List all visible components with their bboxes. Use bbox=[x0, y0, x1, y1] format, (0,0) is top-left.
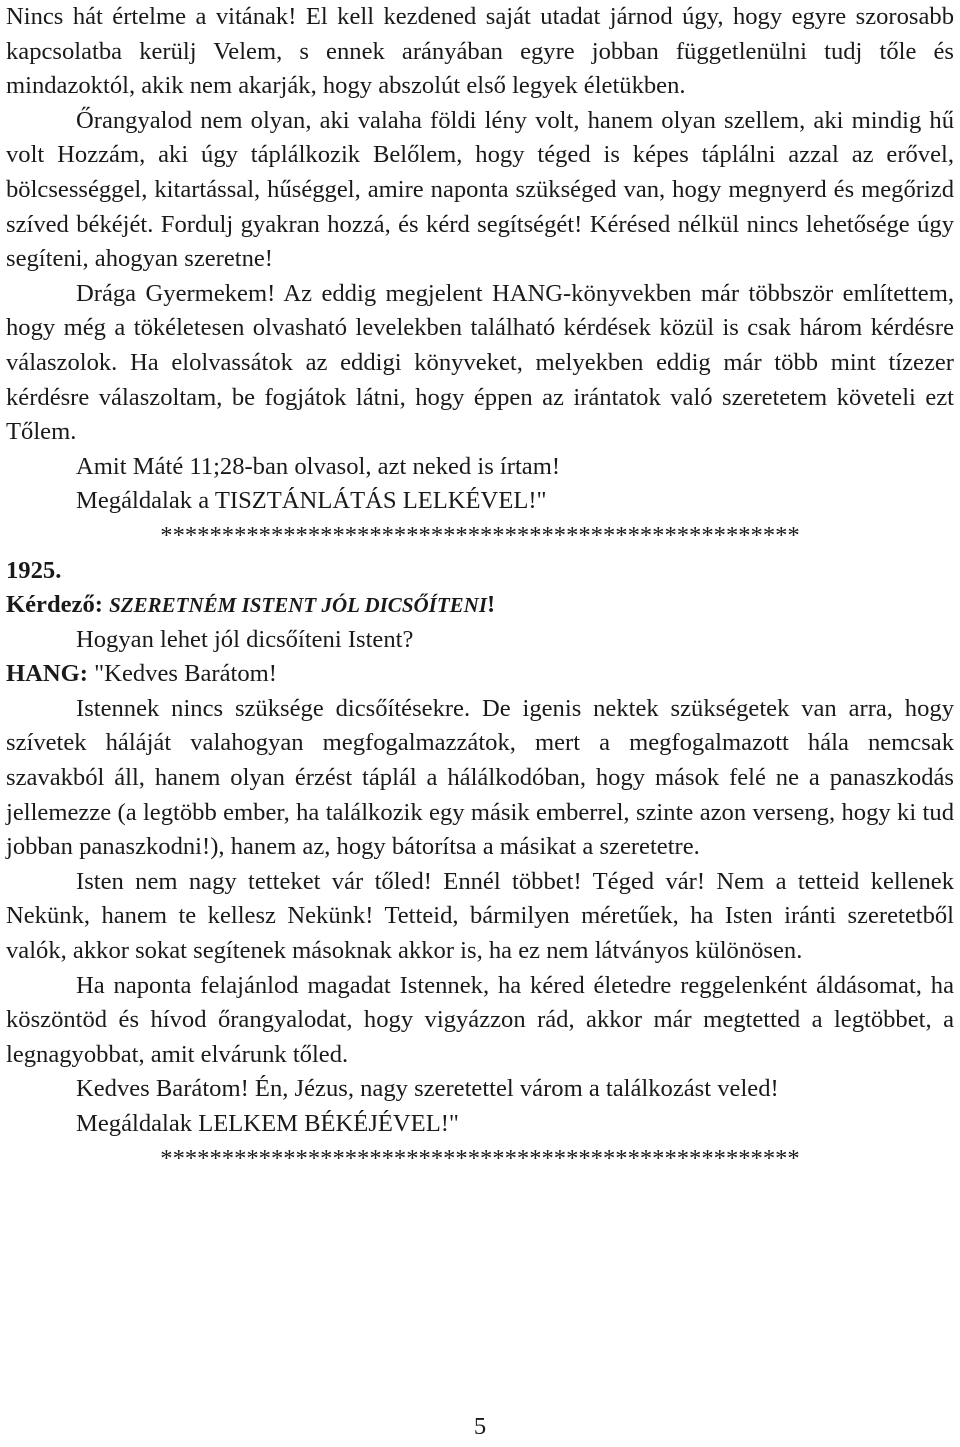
answer-paragraph-5: Megáldalak LELKEM BÉKÉJÉVEL!" bbox=[76, 1110, 459, 1137]
answer-line bbox=[6, 657, 954, 692]
answer-paragraph-2: Isten nem nagy tetteket vár tőled! Ennél többet! Téged vár! Nem a tetteid kellenek Nekünk, hanem te kellesz Nekünk! Tetteid, bármilyen méretűek, ha Isten iránti szeretetből valók, akkor sokat segítenek másoknak akkor is, ha ez nem látványos különösen. bbox=[6, 867, 954, 965]
paragraph-intro: Nincs hát értelme a vitának! El kell kezdened saját utadat járnod úgy, hogy egyre szorosabb kapcsolatba kerülj Velem, s ennek arányában egyre jobban függetlenülni tudj tőle és mindazoktól, akik nem akarják, hogy abszolút első legyek életükben. bbox=[6, 3, 954, 100]
paragraph-matthew: Amit Máté 11;28-ban olvasol, azt neked is írtam! bbox=[76, 452, 561, 480]
document-page bbox=[6, 0, 954, 1176]
answer-greeting: "Kedves Barátom! bbox=[94, 660, 277, 688]
answer-paragraph-3: Ha naponta felajánlod magadat Istennek, ha kéred életedre reggelenként áldásomat, ha köszöntöd és hívod őrangyalodat, hogy vigyázzon rád, akkor már megtetted a legtöbbet, a legnagyobbat, amit elvárunk tőled. bbox=[6, 971, 954, 1068]
answer-label: HANG: bbox=[6, 660, 88, 688]
paragraph-dear-child: Drága Gyermekem! Az eddig megjelent HANG-könyvekben már többször említettem, hogy még a tökéletesen olvasható levelekben található kérdések közül is csak három kérdésre válaszolok. Ha elolvassátok az eddigi könyveket, melyekben eddig már több mint tízezer kérdésre válaszoltam, be fogjátok látni, hogy éppen az irántatok való szeretetem követeli ezt Tőlem. bbox=[6, 279, 954, 446]
separator: **************************************************** bbox=[160, 1144, 800, 1172]
answer-paragraph-1: Istennek nincs szüksége dicsőítésekre. De igenis nektek szükségetek van arra, hogy szívetek háláját valahogyan megfogalmazzátok, mert a megfogalmazott hála nemcsak szavakból áll, hanem olyan érzést táplál a hálálkodóban, hogy mások felé ne a panaszkodás jellemezze (a legtöbb ember, ha találkozik egy másik emberrel, szinte azon verseng, hogy ki tud jobban panaszkodni!), hanem az, hogy bátorítsa a másikat a szeretetre. bbox=[6, 694, 954, 861]
question-title-end: ! bbox=[487, 591, 496, 619]
entry-number: 1925. bbox=[6, 556, 62, 584]
question-line bbox=[6, 588, 954, 623]
question-text: Hogyan lehet jól dicsőíteni Istent? bbox=[76, 625, 414, 653]
asker-label: Kérdező: bbox=[6, 591, 103, 619]
answer-paragraph-4: Kedves Barátom! Én, Jézus, nagy szeretettel várom a találkozást veled! bbox=[76, 1075, 779, 1103]
separator: **************************************************** bbox=[160, 521, 800, 549]
page-number: 5 bbox=[473, 1413, 487, 1440]
paragraph-blessing-clarity: Megáldalak a TISZTÁNLÁTÁS LELKÉVEL!" bbox=[76, 487, 547, 515]
paragraph-guardian-angel: Őrangyalod nem olyan, aki valaha földi lény volt, hanem olyan szellem, aki mindig hű volt Hozzám, aki úgy táplálkozik Belőlem, hogy téged is képes táplálni azzal az erővel, bölcsességgel, kitartással, hűséggel, amire naponta szükséged van, hogy megnyerd és megőrizd szíved békéjét. Fordulj gyakran hozzá, és kérd segítségét! Kérésed nélkül nincs lehetősége úgy segíteni, ahogyan szeretne! bbox=[6, 106, 954, 273]
question-title: SZERETNÉM ISTENT JÓL DICSŐÍTENI bbox=[109, 593, 488, 618]
